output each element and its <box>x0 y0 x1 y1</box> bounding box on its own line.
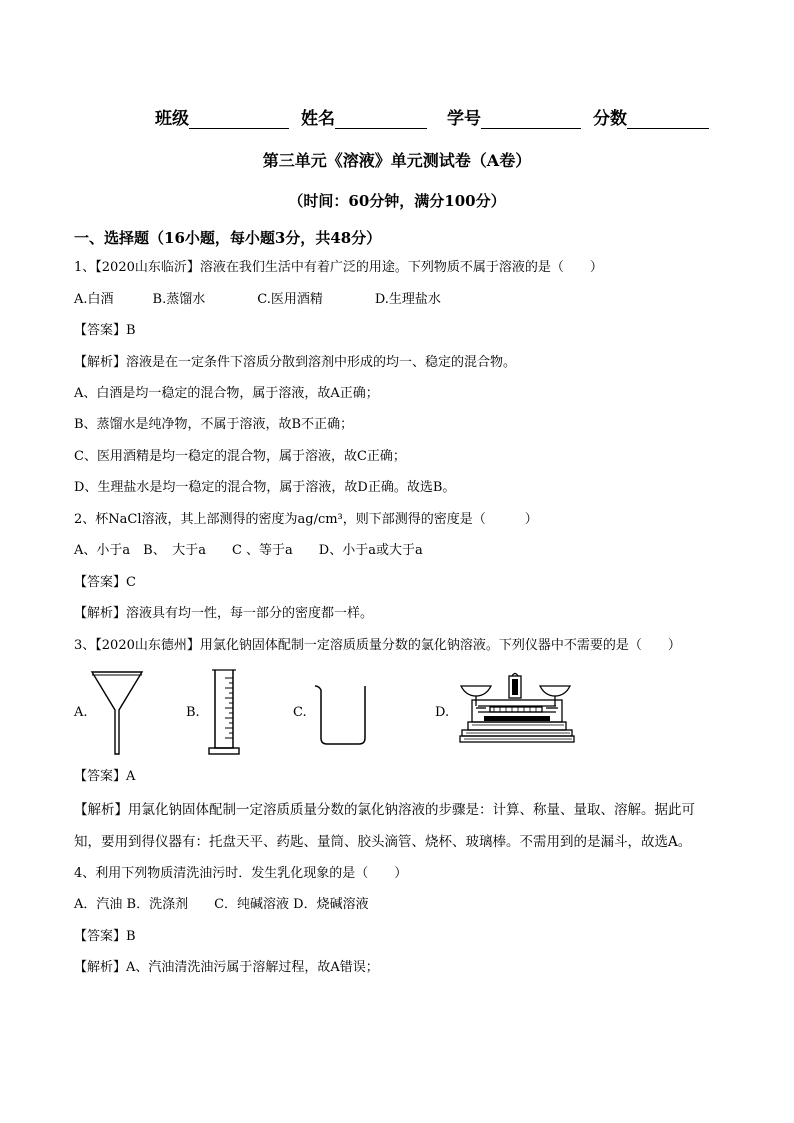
q2-answer: 【答案】C <box>74 575 136 590</box>
option-b-label: B. <box>186 705 200 720</box>
q1-answer: 【答案】B <box>74 323 136 338</box>
q1-options: A.白酒 B.蒸馏水 C.医用酒精 D.生理盐水 <box>74 292 441 307</box>
q2-analysis: 【解析】溶液具有均一性，每一部分的密度都一样。 <box>74 606 374 621</box>
option-a-label: A. <box>74 705 88 720</box>
q3-analysis-line: 【解析】用氯化钠固体配制一定溶质质量分数的氯化钠溶液的步骤是：计算、称量、量取、溶解。据此可 <box>74 802 695 818</box>
funnel-icon <box>90 670 145 755</box>
q1-stem: 1、【2020山东临沂】溶液在我们生活中有着广泛的用途。下列物质不属于溶液的是（ ） <box>74 260 603 275</box>
q4-options: A．汽油 B．洗涤剂 C．纯碱溶液 D．烧碱溶液 <box>74 897 369 912</box>
section-heading: 一、选择题（16小题，每小题3分，共48分） <box>74 229 382 247</box>
id-label: 学号 <box>447 109 481 129</box>
q1-analysis-line: 【解析】溶液是在一定条件下溶质分散到溶剂中形成的均一、稳定的混合物。 <box>74 355 517 370</box>
name-blank[interactable] <box>335 110 427 129</box>
student-info-row <box>155 104 709 129</box>
q2-stem: 2、杯NaCl溶液，其上部测得的密度为ag/cm³，则下部测得的密度是（ ） <box>74 512 538 527</box>
q3-stem: 3、【2020山东德州】用氯化钠固体配制一定溶质质量分数的氯化钠溶液。下列仪器中不需要的是（ ） <box>74 638 681 653</box>
q4-answer: 【答案】B <box>74 929 136 944</box>
option-c-label: C. <box>293 705 307 720</box>
balance-scale-icon <box>458 670 578 750</box>
option-d-label: D. <box>435 705 450 720</box>
q1-analysis-line: B、蒸馏水是纯净物，不属于溶液，故B不正确； <box>74 417 354 432</box>
q3-analysis-line: 知，要用到得仪器有：托盘天平、药匙、量筒、胶头滴管、烧杯、玻璃棒。不需用到的是漏斗，故选A。 <box>74 834 692 850</box>
class-label: 班级 <box>155 109 189 129</box>
q2-options: A、小于a B、 大于a C 、等于a D、小于a或大于a <box>74 543 423 558</box>
score-label: 分数 <box>593 109 627 129</box>
id-blank[interactable] <box>481 110 581 129</box>
q1-analysis-line: A、白酒是均一稳定的混合物，属于溶液，故A正确； <box>74 386 379 401</box>
q1-analysis-line: D、生理盐水是均一稳定的混合物，属于溶液，故D正确。故选B。 <box>74 480 456 495</box>
name-label: 姓名 <box>301 109 335 129</box>
class-blank[interactable] <box>189 110 289 129</box>
score-blank[interactable] <box>627 110 709 129</box>
page-title: 第三单元《溶液》单元测试卷（A卷） <box>262 151 532 170</box>
q1-analysis-line: C、医用酒精是均一稳定的混合物，属于溶液，故C正确； <box>74 449 406 464</box>
q4-stem: 4、利用下列物质清洗油污时．发生乳化现象的是（ ） <box>74 866 408 881</box>
q3-answer: 【答案】A <box>74 769 136 784</box>
graduated-cylinder-icon <box>206 668 246 758</box>
beaker-icon <box>313 682 373 746</box>
page-subtitle: （时间：60分钟，满分100分） <box>288 192 506 210</box>
q4-analysis: 【解析】A、汽油清洗油污属于溶解过程，故A错误； <box>74 960 379 975</box>
